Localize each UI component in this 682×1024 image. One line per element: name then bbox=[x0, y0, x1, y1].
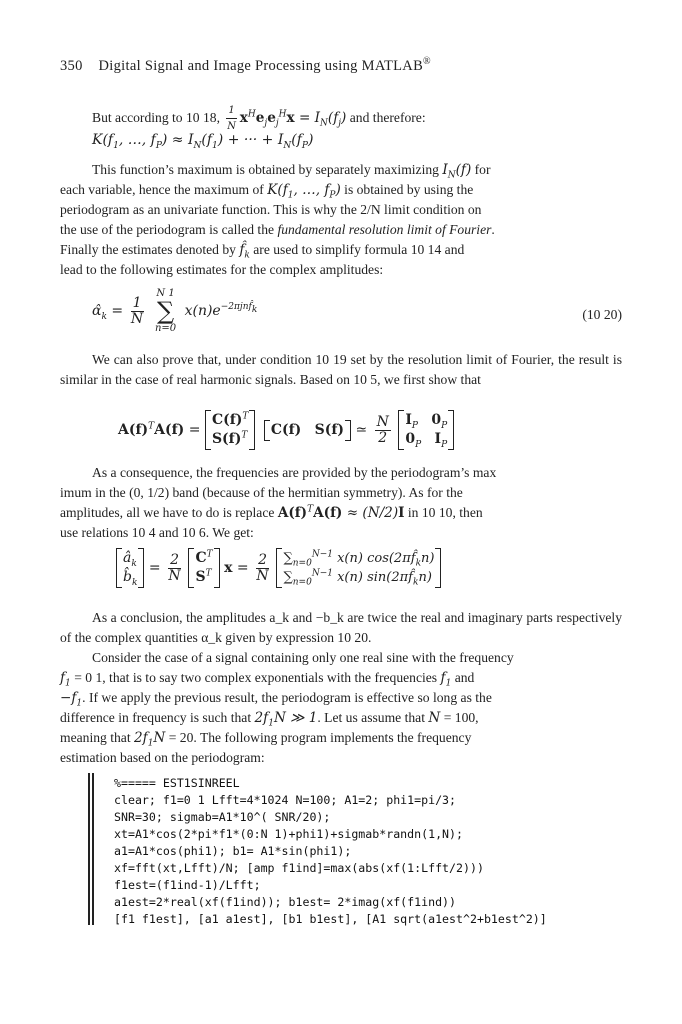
para3-line2: imum in the (0, 1/2) band (because of the hermitian symmetry). As for the bbox=[60, 485, 463, 500]
para3-line1: As a consequence, the frequencies are provided by the periodogram’s max bbox=[92, 465, 497, 480]
para1-text-6: Finally the estimates denoted by bbox=[60, 242, 236, 257]
para3-text-3a: amplitudes, all we have to do is replace bbox=[60, 505, 275, 520]
code-line: %===== EST1SINREEL bbox=[114, 776, 240, 790]
para1-line4: the use of the periodogram is called the fundamental resolution limit of Fourier. bbox=[60, 222, 495, 237]
para4: As a conclusion, the amplitudes a_k and −b_k are twice the real and imaginary parts respectively of the complex quantities α_k given by expression 10 20. bbox=[60, 610, 622, 645]
code-line: a1est=2*real(xf(f1ind)); b1est= 2*imag(xf(f1ind)) bbox=[114, 895, 457, 909]
para5-line1: Consider the case of a signal containing only one real sine with the frequency bbox=[92, 650, 514, 665]
k-approximation-formula: $K(f_1$, …, $f_P) \approx I_N(f_1)$ + ··· + $I_N(f_P)$ bbox=[92, 132, 314, 151]
para5-text-5a: meaning that bbox=[60, 730, 131, 745]
para2: We can also prove that, under condition 10 19 set by the resolution limit of Fourier, the result is similar in the case of real harmonic signals. Based on 10 5, we first show that bbox=[60, 352, 622, 387]
para1-text-7: are used to simplify formula 10 14 and bbox=[253, 242, 465, 257]
para1-line6: lead to the following estimates for the complex amplitudes: bbox=[60, 262, 384, 277]
para5-text-3a: If we apply the previous result, the periodogram is effective so long as the bbox=[88, 690, 492, 705]
code-line: xf=fft(xt,Lfft)/N; [amp f1ind]=max(abs(xf(1:Lfft/2))) bbox=[114, 861, 484, 875]
para1-text-2: each variable, hence the maximum of bbox=[60, 182, 264, 197]
para5-text-2b: and bbox=[454, 670, 475, 685]
intro-line bbox=[92, 103, 426, 134]
equation-10-20: $\alphâ_k$ = $\frac{1}{N}$ N 1 ∑ n=0 $x(n)e^{-2\pi jnf̂_k}$ bbox=[92, 288, 258, 334]
intro-text: But according to 10 18, bbox=[92, 110, 220, 125]
para3-text-3b: in 10 10, then bbox=[407, 505, 483, 520]
gram-matrix-equation: $A(f)^TA(f)$ = $C(f)^T$ $S(f)^T$ C(f) S(f) ≃ $\frac{N}{2}$ $I_P$ $0_P$ $0_P$ $I_P$ bbox=[118, 410, 454, 450]
para1-text-4: the use of the periodogram is called the bbox=[60, 222, 275, 237]
code-line: f1est=(f1ind-1)/Lfft; bbox=[114, 878, 261, 892]
para3-line3: amplitudes, all we have to do is replace $A(f)^TA(f) \approx (N/2)I$ in 10 10, then bbox=[60, 504, 483, 521]
code-line: xt=A1*cos(2*pi*f1*(0:N 1)+phi1)+sigmab*randn(1,N); bbox=[114, 827, 464, 841]
matlab-code-listing bbox=[88, 773, 628, 925]
para1-text-1: This function’s maximum is obtained by separately maximizing bbox=[92, 162, 439, 177]
para1-line3: periodogram as an univariate function. This is why the 2/N limit condition on bbox=[60, 202, 482, 217]
para5-line6: estimation based on the periodogram: bbox=[60, 750, 265, 765]
para1-line5: Finally the estimates denoted by $f̂_k$ are used to simplify formula 10 14 and bbox=[60, 242, 465, 261]
para5-text-4a: difference in frequency is such that bbox=[60, 710, 252, 725]
para5-line5: meaning that $2f_1N = 20$. The following program implements the frequency bbox=[60, 730, 472, 749]
para5-text-2a: = 0 1, that is to say two complex exponentials with the frequencies bbox=[74, 670, 438, 685]
para1-line1: This function’s maximum is obtained by separately maximizing $I_N(f)$ for bbox=[92, 162, 491, 181]
para1-emphasis: fundamental resolution limit of Fourier bbox=[277, 222, 492, 237]
para5-text-4c: = 100, bbox=[443, 710, 479, 725]
page-number: 350 bbox=[60, 58, 83, 74]
code-line: SNR=30; sigmab=A1*10^( SNR/20); bbox=[114, 810, 331, 824]
code-line: [f1 f1est], [a1 a1est], [b1 b1est], [A1 sqrt(a1est^2+b1est^2)] bbox=[114, 912, 547, 926]
amplitude-estimate-equation: $â_k$ $b̂_k$ = $\frac{2}{N}$ $C^T$ $S^T$ x = $\frac{2}{N}$ $\sum_{n=0}^{N-1}$ x(n) $\cos(2\pi f̂_kn)$ $\sum_{n=0}^{N-1}$ x(n) $\sin(2\pi f̂_kn)$ bbox=[116, 548, 441, 588]
code-line: a1=A1*cos(phi1); b1= A1*sin(phi1); bbox=[114, 844, 352, 858]
para5-line2: $f_1 = 0$ 1, that is to say two complex exponentials with the frequencies $f_1$ and bbox=[60, 670, 475, 689]
para5-line3: $-f_1$. If we apply the previous result, the periodogram is effective so long as the bbox=[60, 690, 492, 709]
registered-mark: ® bbox=[423, 56, 431, 68]
para1-line2: each variable, hence the maximum of $K(f_1$, …, $f_P$) is obtained by using the bbox=[60, 182, 474, 201]
code-line: clear; f1=0 1 Lfft=4*1024 N=100; A1=2; phi1=pi/3; bbox=[114, 793, 457, 807]
equation-number: (10 20) bbox=[582, 307, 622, 322]
para3-line4: use relations 10 4 and 10 6. We get: bbox=[60, 525, 254, 540]
running-title: Digital Signal and Image Processing using MATLAB bbox=[98, 58, 424, 74]
para5-line4: difference in frequency is such that $2f_1N$ ≫ 1. Let us assume that N = 100, bbox=[60, 710, 479, 729]
code-rule-inner bbox=[92, 773, 94, 925]
intro-formula: $\frac{1}{N}$ $x^He_je_j^Hx = I_N(f_j)$ bbox=[227, 105, 347, 132]
para5-text-4b: Let us assume that bbox=[324, 710, 425, 725]
running-header bbox=[60, 58, 431, 75]
code-rule-left bbox=[88, 773, 90, 925]
intro-suffix: and therefore: bbox=[349, 110, 426, 125]
para5-text-5b: = 20. The following program implements the frequency bbox=[168, 730, 472, 745]
